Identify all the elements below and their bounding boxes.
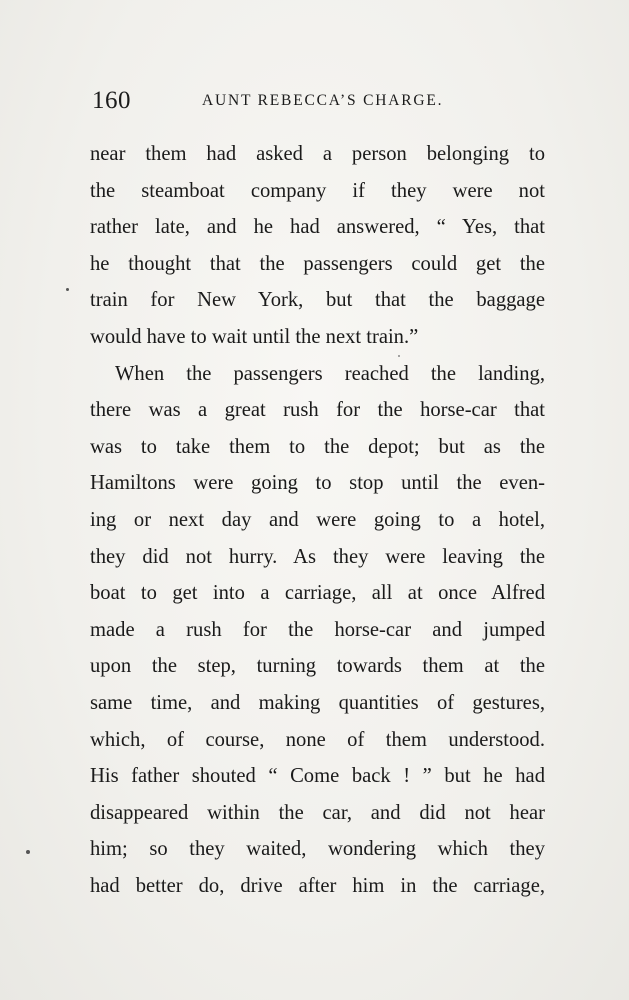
text-line: ing or next day and were going to a hotel, [90, 508, 545, 531]
text-line: same time, and making quantities of gestures, [90, 691, 545, 714]
ink-speck [398, 355, 400, 357]
body-text [90, 136, 545, 904]
page-header [92, 86, 542, 116]
text-line: was to take them to the depot; but as the [90, 435, 545, 458]
text-line: him; so they waited, wondering which they [90, 838, 545, 861]
text-line: When the passengers reached the landing, [115, 362, 545, 385]
text-line: made a rush for the horse-car and jumped [90, 618, 545, 641]
text-line: he thought that the passengers could get the [90, 252, 545, 275]
text-line: His father shouted “ Come back ! ” but he had [90, 765, 545, 788]
ink-speck [66, 288, 69, 291]
text-line: the steamboat company if they were not [90, 179, 545, 202]
text-line: rather late, and he had answered, “ Yes, that [90, 216, 545, 239]
text-line: which, of course, none of them understood. [90, 728, 545, 751]
page-number: 160 [92, 87, 131, 114]
text-line: had better do, drive after him in the carriage, [90, 874, 545, 897]
text-line: boat to get into a carriage, all at once Alfred [90, 582, 545, 605]
text-line: upon the step, turning towards them at the [90, 655, 545, 678]
text-line: would have to wait until the next train.” [90, 325, 419, 348]
running-head: AUNT REBECCA’S CHARGE. [202, 92, 444, 109]
text-line: Hamiltons were going to stop until the even- [90, 472, 545, 495]
text-line: there was a great rush for the horse-car that [90, 399, 545, 422]
text-line: near them had asked a person belonging to [90, 143, 545, 165]
text-line: they did not hurry. As they were leaving the [90, 545, 545, 568]
ink-speck [26, 850, 30, 854]
text-line: train for New York, but that the baggage [90, 289, 545, 312]
text-line: disappeared within the car, and did not hear [90, 801, 545, 824]
